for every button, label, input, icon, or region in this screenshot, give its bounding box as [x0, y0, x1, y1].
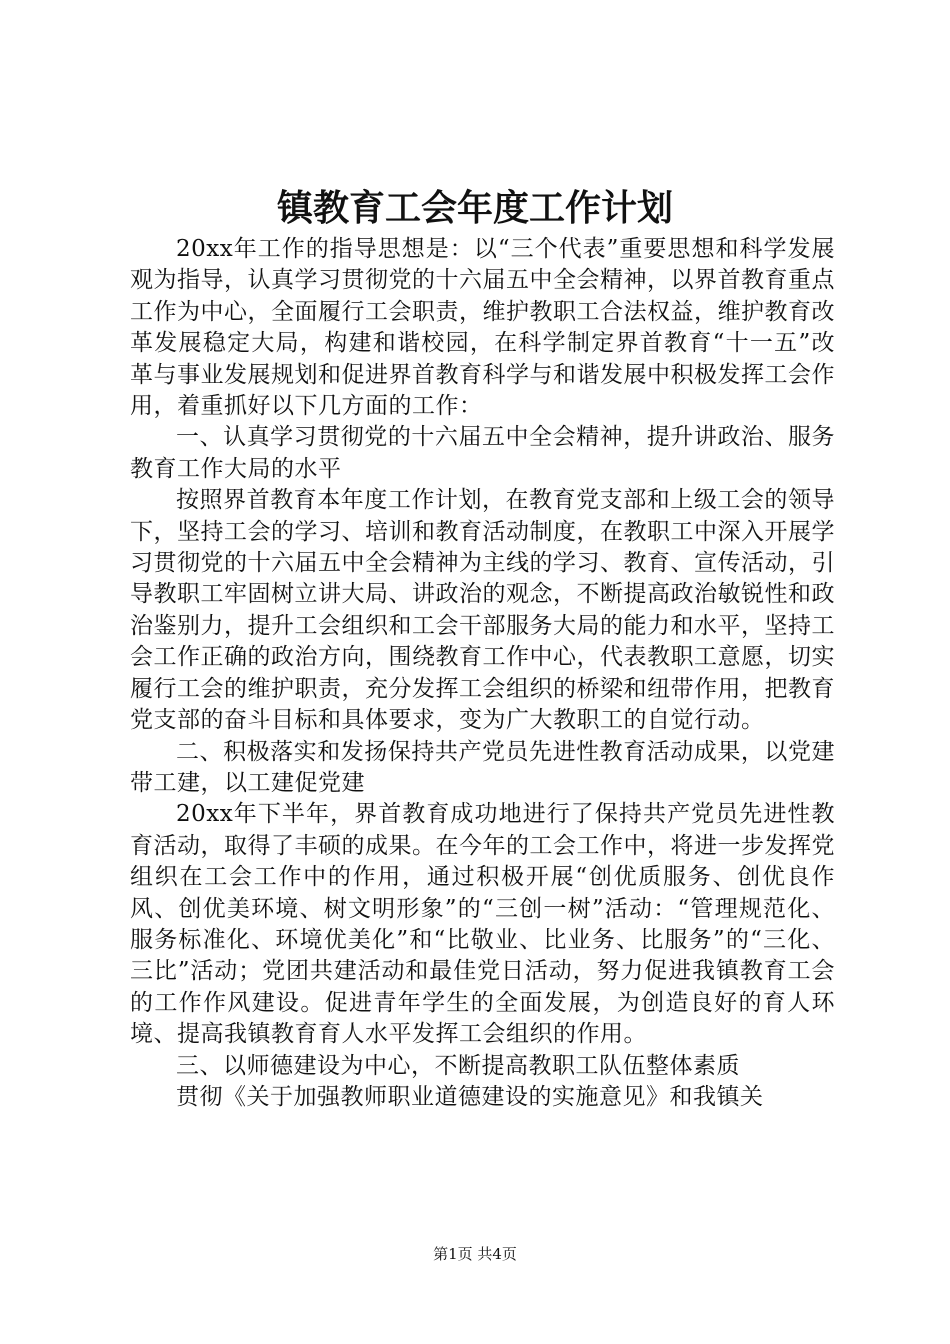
paragraph-section-1: 按照界首教育本年度工作计划，在教育党支部和上级工会的领导下，坚持工会的学习、培训和教育活动制度，在教职工中深入开展学习贯彻党的十六届五中全会精神为主线的学习、教育、宣传活动，引导教职工牢固树立讲大局、讲政治的观念，不断提高政治敏锐性和政治鉴别力，提升工会组织和工会干部服务大局的能力和水平，坚持工会工作正确的政治方向，围绕教育工作中心，代表教职工意愿，切实履行工会的维护职责，充分发挥工会组织的桥梁和纽带作用，把教育党支部的奋斗目标和具体要求，变为广大教职工的自觉行动。 [130, 487, 835, 734]
document-body [130, 234, 835, 1113]
section-heading-1: 一、认真学习贯彻党的十六届五中全会精神，提升讲政治、服务教育工作大局的水平 [130, 424, 835, 482]
paragraph-section-2: 20xx年下半年，界首教育成功地进行了保持共产党员先进性教育活动，取得了丰硕的成果。在今年的工会工作中，将进一步发挥党组织在工会工作中的作用，通过积极开展“创优质服务、创优良作风、创优美环境、树文明形象”的“三创一树”活动：“管理规范化、服务标准化、环境优美化”和“比敬业、比业务、比服务”的“三化、三比”活动；党团共建活动和最佳党日活动，努力促进我镇教育工会的工作作风建设。促进青年学生的全面发展，为创造良好的育人环境、提高我镇教育育人水平发挥工会组织的作用。 [130, 801, 835, 1048]
page-footer: 第1页 共4页 [433, 1245, 517, 1263]
section-heading-3: 三、以师德建设为中心，不断提高教职工队伍整体素质 [176, 1052, 740, 1079]
paragraph-guiding-thought: 20xx年工作的指导思想是：以“三个代表”重要思想和科学发展观为指导，认真学习贯彻党的十六届五中全会精神，以界首教育重点工作为中心，全面履行工会职责，维护教职工合法权益，维护教育改革发展稳定大局，构建和谐校园，在科学制定界首教育“十一五”改革与事业发展规划和促进界首教育科学与和谐发展中积极发挥工会作用，着重抓好以下几方面的工作： [130, 236, 835, 420]
document-title: 镇教育工会年度工作计划 [276, 187, 673, 229]
paragraph-section-3: 贯彻《关于加强教师职业道德建设的实施意见》和我镇关 [176, 1083, 764, 1110]
section-heading-2: 二、积极落实和发扬保持共产党员先进性教育活动成果，以党建带工建，以工建促党建 [130, 738, 835, 796]
